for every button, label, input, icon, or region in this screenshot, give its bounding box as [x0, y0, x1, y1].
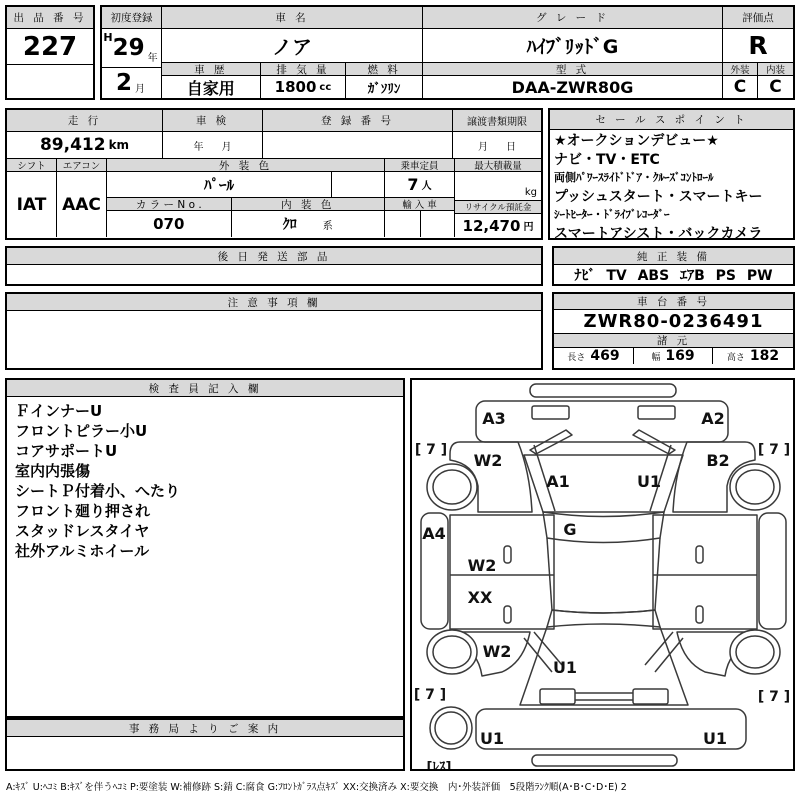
transfer-deadline-value: 月 日 — [478, 141, 516, 153]
damage-label-A3: A3 — [482, 409, 506, 428]
car-damage-diagram — [412, 380, 793, 769]
equipment-box — [552, 246, 795, 286]
office-box — [5, 718, 405, 771]
inspector-note-line-1: ＦインナーU — [15, 402, 103, 420]
interior-label: 内装 — [758, 63, 793, 76]
damage-label-U1: U1 — [479, 729, 505, 748]
inspector-note-line-5: シートＰ付着小、へたり — [15, 482, 181, 500]
model-code-label: 型 式 — [423, 63, 722, 76]
damage-label-7: [ 7 ] — [757, 689, 791, 705]
door-handle-front-left — [504, 546, 511, 563]
rear-window — [547, 610, 660, 627]
mileage-label: 走 行 — [7, 110, 162, 132]
inspector-note-line-6: フロント廻り押され — [15, 502, 151, 520]
shaken-label: 車 検 — [163, 110, 262, 132]
aircon-label: エアコン — [57, 159, 106, 172]
inspector-note-line-4: 室内内張傷 — [15, 462, 91, 480]
interior-color-value: ｸﾛ 系 — [282, 217, 333, 233]
shift-label: シフト — [7, 159, 56, 172]
sales-point-line-2: ナビ・TV・ETC — [554, 151, 660, 168]
mileage-value: 89,412 km — [39, 135, 130, 155]
inspector-note-line-2: フロントピラー小U — [15, 422, 148, 440]
damage-label-A4: A4 — [422, 524, 446, 543]
notes-label: 注 意 事 項 欄 — [7, 294, 541, 311]
import-car-label: 輸 入 車 — [385, 198, 454, 211]
registration-number-label: 登 録 番 号 — [263, 110, 452, 132]
doors-left — [450, 515, 554, 629]
damage-label-XX: XX — [467, 588, 493, 607]
fuel-label: 燃 料 — [346, 63, 422, 76]
inspector-note-line-7: スタッドレスタイヤ — [15, 522, 150, 540]
era-letter: H — [103, 31, 113, 44]
windshield — [543, 512, 664, 543]
capacity-value: 7 人 — [385, 172, 454, 198]
damage-label-ﾚｽ: [ﾚｽ] — [426, 760, 452, 769]
recycle-fee-value: 12,470 円 — [462, 216, 534, 235]
chassis-value: ZWR80-0236491 — [554, 310, 793, 334]
model-code-value: DAA-ZWR80G — [511, 77, 634, 97]
inspector-note-line-8: 社外アルミホイール — [15, 542, 150, 560]
import-car-value — [385, 211, 454, 237]
lot-number-value: 227 — [7, 29, 93, 65]
details-table — [5, 108, 543, 240]
recycle-fee-label: リサイクル預託金 — [455, 201, 541, 214]
inspector-note-line-3: コアサポートU — [15, 442, 118, 460]
damage-label-B2: B2 — [706, 451, 730, 470]
car-name-label: 車 名 — [162, 7, 422, 29]
exterior-score: C — [733, 77, 747, 97]
exterior-color-value: ﾊﾟｰﾙ — [107, 172, 332, 197]
max-load-label: 最大積載量 — [455, 159, 541, 172]
aircon-value: AAC — [62, 194, 101, 215]
dimensions-label: 諸 元 — [554, 334, 793, 348]
front-bumper — [530, 384, 676, 397]
sales-point-line-4: プッシュスタート・スマートキー — [554, 188, 763, 205]
inspector-label: 検 査 員 記 入 欄 — [7, 380, 403, 397]
damage-legend: A:ｷｽﾞ U:ﾍｺﾐ B:ｷｽﾞを伴うﾍｺﾐ P:要塗装 W:補修跡 S:錆 C:腐食 G:ﾌﾛﾝﾄｶﾞﾗｽ点ｷｽﾞ XX:交換済み X:要交換 内･外装評価 5段階ﾗﾝｸ順(A･B･C･D･E) 2 — [6, 782, 627, 793]
sales-point-line-5: ｼｰﾄﾋｰﾀｰ・ﾄﾞﾗｲﾌﾞﾚｺｰﾀﾞｰ — [554, 208, 670, 221]
headlight-left — [532, 406, 569, 419]
equipment-value: ﾅﾋﾞ TV ABS ｴｱB PS PW — [574, 268, 773, 284]
damage-label-U1: U1 — [702, 729, 728, 748]
first-registration-column — [102, 7, 162, 98]
doors-right — [653, 515, 757, 629]
exterior-color-label: 外 装 色 — [107, 159, 384, 172]
height-cell: 高さ 182 — [726, 348, 780, 364]
shift-value: IAT — [16, 194, 47, 215]
interior-score: C — [769, 77, 782, 97]
chassis-label: 車 台 番 号 — [554, 294, 793, 310]
grade-label: グ レ ー ド — [423, 7, 722, 29]
taillight-right — [633, 689, 668, 704]
later-parts-box — [5, 246, 543, 286]
license-bar — [575, 693, 633, 700]
history-label: 車 歴 — [162, 63, 260, 76]
sales-points-box — [548, 108, 795, 240]
history-value: 自家用 — [186, 78, 235, 98]
damage-label-G: G — [563, 520, 577, 539]
office-label: 事 務 局 よ り ご 案 内 — [7, 720, 403, 737]
vehicle-header-table — [100, 5, 795, 100]
lot-number-box — [5, 5, 95, 100]
grade-column — [423, 7, 723, 98]
damage-label-7: [ 7 ] — [414, 442, 448, 458]
history-displacement-fuel — [162, 63, 422, 98]
first-registration-label: 初度登録 — [102, 7, 161, 29]
sales-points-label: セ ー ル ス ポ イ ン ト — [550, 110, 793, 130]
notes-box — [5, 292, 543, 370]
lot-number-label: 出 品 番 号 — [7, 7, 93, 29]
score-label: 評価点 — [723, 7, 793, 29]
car-diagram-box — [410, 378, 795, 771]
capacity-label: 乗車定員 — [385, 159, 454, 172]
grade-value: ﾊｲﾌﾞﾘｯﾄﾞG — [423, 29, 722, 63]
equipment-label: 純 正 装 備 — [554, 248, 793, 265]
taillight-left — [540, 689, 575, 704]
damage-label-U1: U1 — [636, 472, 662, 491]
color-no-value: 070 — [153, 215, 185, 233]
sales-point-line-1: ★オークションデビュー★ — [554, 133, 719, 149]
width-cell: 幅 169 — [634, 348, 713, 364]
damage-label-7: [ 7 ] — [757, 442, 791, 458]
chassis-box — [552, 292, 795, 370]
score-column — [723, 7, 793, 98]
displacement-value: 1800 cc — [274, 78, 332, 96]
length-cell: 長さ 469 — [554, 348, 634, 364]
transfer-deadline-label: 譲渡書類期限 — [453, 110, 541, 132]
exterior-label: 外装 — [723, 63, 757, 76]
shaken-value: 年 月 — [193, 141, 232, 153]
name-column — [162, 7, 423, 98]
damage-label-W2: W2 — [482, 642, 512, 661]
interior-color-label: 内 装 色 — [232, 198, 384, 211]
door-handle-rear-left — [504, 606, 511, 623]
fuel-value: ｶﾞｿﾘﾝ — [367, 81, 401, 97]
damage-label-W2: W2 — [467, 556, 497, 575]
car-name-value: ノア — [162, 29, 422, 63]
dimensions-row — [554, 348, 793, 364]
damage-label-7: [ 7 ] — [413, 687, 447, 703]
damage-label-A2: A2 — [701, 409, 725, 428]
sales-points-list — [550, 130, 793, 245]
score-value: R — [723, 29, 793, 63]
max-load-value: kg — [455, 172, 541, 201]
damage-label-A1: A1 — [546, 472, 570, 491]
first-registration-year: H 29 年 — [102, 29, 161, 68]
damage-label-U1: U1 — [552, 658, 578, 677]
sales-point-line-6: スマートアシスト・バックカメラ — [554, 225, 763, 242]
inspector-box — [5, 378, 405, 718]
door-handle-front-right — [696, 546, 703, 563]
damage-label-W2: W2 — [473, 451, 503, 470]
front-panel — [476, 401, 728, 442]
door-handle-rear-right — [696, 606, 703, 623]
rear-bumper-strip — [532, 755, 677, 766]
later-parts-label: 後 日 発 送 部 品 — [7, 248, 541, 265]
inspector-notes-list — [7, 397, 403, 565]
headlight-right — [638, 406, 675, 419]
displacement-label: 排 気 量 — [261, 63, 346, 76]
sales-point-line-3: 両側ﾊﾟﾜｰｽﾗｲﾄﾞﾄﾞｱ・ｸﾙｰｽﾞｺﾝﾄﾛｰﾙ — [554, 171, 714, 184]
color-no-label: カ ラ ー N o . — [107, 198, 231, 211]
rocker-right — [759, 513, 786, 629]
registration-number-value — [263, 132, 452, 158]
first-registration-month: 2 月 — [115, 69, 145, 96]
exterior-color-extra — [332, 172, 384, 197]
